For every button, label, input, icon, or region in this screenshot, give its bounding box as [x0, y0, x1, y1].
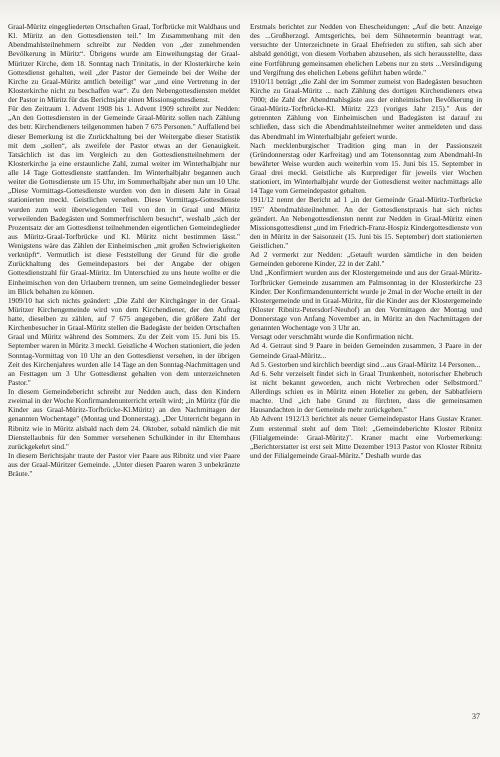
paragraph: Ad 4. Getraut sind 9 Paare in beiden Gemeinden zusammen, 3 Paare in der Gemeinde Graal-Müritz...: [250, 341, 482, 360]
paragraph: Graal-Müritz eingegliederten Ortschaften Graal, Torfbrücke mit Waldhaus und Kl. Müritz an den Gottesdiensten teil." Im Zusammenhang mit den Abendmahlsteilnehmern schreibt zur Nedden von „der zunehmenden Bevölkerung in Müritz“. Übrigens wurde am Einweihungstag der Graal-Müritzer Kirche, dem 18. Sonntag nach Trinitatis, in der Klosterkirche kein Gottesdienst gehalten, weil „der Pastor der Gemeinde bei der Weihe der Kirche zu Graal-Müritz amtlich beteiligt" war „und eine Vertretung in der Klosterkirche nicht zu beschaffen war“. Zu den Nebengottesdiensten meldet der Pastor in Müritz für das Berichtsjahr einen Missionsgottesdienst.: [8, 22, 240, 104]
right-column: [250, 22, 482, 460]
paragraph: 1909/10 hat sich nichts geändert: „Die Zahl der Kirchgänger in der Graal-Müritzer Kirchengemeinde wird von dem Kirchendiener, der den Auftrag hatte, dieselben zu zählen, auf 7 675 angegeben, die größere Zahl der Kirchenbesucher in Graal-Müritz stellen die Badegäste der beiden Ortschaften Graal und Müritz während des Sommers. Zu der Zeit vom 15. Juni bis 15. September waren in Müritz 3 meckl. Geistliche 4 Wochen stationiert, die jeden Sonntag-Vormittag von 10 Uhr an den Gottesdienst versehen, in der übrigen Zeit des Kirchenjahres wurden alle 14 Tage an den Sonntag-Nachmittagen und an Festtagen um 3 Uhr Gottesdienst gehalten von dem unterzeichneten Pastor.": [8, 295, 240, 387]
paragraph: 1910/11 beträgt „die Zahl der im Sommer zumeist von Badegästen besuchten Kirche zu Graal-Müritz ... nach Zählung des dortigen Kirchendieners etwa 7000; die Zahl der Abendmahlsgäste aus der einheimischen Bevölkerung in Graal-Müritz-Torfbrücke-Kl. Müritz 223 (voriges Jahr 215)." Aus der getrennten Zählung von Einheimischen und Badegästen ist darauf zu schließen, dass sich die Abendmahlsteilnehmer weiter anmeldeten und dass das Abendmahl im Winterhalbjahr gefeiert wurde.: [250, 76, 482, 141]
paragraph: Erstmals berichtet zur Nedden von Ehescheidungen: „Auf die betr. Anzeige des ...Großherzogl. Amtsgerichts, bei dem Sühnetermin beantragt war, versuchte der Unterzeichnete in Graal Ehefrieden zu stiften, sah sich aber alsbald genötigt, von diesem Vorhaben abzusehen, als sich herausstellte, dass eine Fortführung gemeinsamen ehelichen Lebens nur zu stets ...Versündigung und Vergiftung des ehelichen Lebens geführt haben würde.": [250, 22, 482, 77]
paragraph: Ab Advent 1912/13 berichtet als neuer Gemeindepastor Hans Gustav Kraner. Zum erstenmal steht auf dem Titel: „Gemeindeberichte Kloster Ribnitz (Filialgemeinde: Graal-Müritz)". Kraner macht eine Vorbemerkung: „Berichterstatter ist erst seit Mitte Dezember 1913 Pastor von Kloster Ribnitz und der Filialgemeinde Graal-Müritz." Deshalb wurde das: [250, 414, 482, 460]
paragraph: Versagt oder verschmäht wurde die Konfirmation nicht.: [250, 332, 414, 342]
paragraph: Ad 6. Sehr verzeiselt findet sich in Graal Trunkenheit, notorischer Ehebruch ist nicht bekannt geworden, auch nicht Verbrechen oder Selbstmord." Allerdings schien es in Müritz einen Hotelier zu geben, der Sabbatfeiern machte. Und „ich habe Grund zu fürchten, dass die gemeinsamen Hausandachten in der Gemeinde mehr zurückgehen.": [250, 368, 482, 415]
paragraph: Nach mecklenburgischer Tradition ging man in der Passionszeit (Gründonnerstag oder Karfreitag) und am Totensonntag zum Abendmahl-In bewährter Weise wurden auch weiterhin vom 15. Juni bis 15. September in Graal drei meckl. Geistliche als Kurprediger für jeweils vier Wochen stationiert, im Winterhalbjahr wurde der Gottesdienst weiter nachmittags alle 14 Tage vom Gemeindepastor gehalten.: [250, 140, 482, 196]
paragraph: In diesem Berichtsjahr traute der Pastor vier Paare aus Ribnitz und vier Paare aus der Graal-Müritzer Gemeinde. „Unter diesen Paaren waren 3 unbekränzte Bräute.": [8, 450, 240, 479]
scan-top-strip: [0, 0, 500, 22]
paragraph: In diesem Gemeindebericht schreibt zur Nedden auch, dass den Kindern zweimal in der Woche Konfirmandenunterricht erteilt wird; „in Müritz (für die Kinder aus Graal-Müritz-Torfbrücke-Kl.Müritz) an den Nachmittagen der genannten Wochentage" (Montag und Donnerstag). „Der Unterricht begann in Ribnitz wie in Müritz alsbald nach dem 24. Oktober, sobald nämlich die mit Dienstellaubnis für den Sommer versehenen Schulkinder in ihr Elternhaus zurückgekehrt sind.": [8, 387, 240, 451]
paragraph: Ad 5. Gestorben und kirchlich beerdigt sind ...aus Graal-Müritz 14 Personen...: [250, 359, 481, 369]
page-number: 37: [472, 712, 480, 721]
paragraph: Für den Zeitraum 1. Advent 1908 bis 1. Advent 1909 schreibt zur Nedden: „An den Gottesdiensten in der Gemeinde Graal-Müritz sollen nach Zählung des betr. Kirchendieners teilgenommen haben 7 675 Personen." Auffallend bei dieser Bemerkung ist die Zurückhaltung bei der Weitergabe dieser Statistik mit dem „sollen“, als zweifele der Pastor etwas an der Genauigkeit. Tatsächlich ist das im Vergleich zu den Gottesdienstteilnehmern der Klosterkirche ja eine erstaunliche Zahl, zumal weiter im Winterhalbjahr nur alle 14 Tage Gottesdienste stattfanden. Im Winterhalbjahr begannen auch weiter die Gottesdienste um 15 Uhr, im Sommerhalbjahr aber nun um 10 Uhr. „Diese Vormittags-Gottesdienste wurden von den in diesem Jahr in Graal stationierten meckl. Geistlichen versehen. Diese Vormittags-Gottesdienste wurden zum weit überwiegenden Teil von den in Graal und Müritz verweilenden Badegästen und Sommerfrischlern besucht“, weshalb „sich der Prozentsatz der am Gottesdienst teilnehmenden eigentlichen Gemeindeglieder aus Müritz-Graal-Torfbrücke und Kl. Müritz nicht bestimmen lässt." Wenigstens wäre das Zählen der Einheimischen „mit großen Schwierigkeiten verknüpft“. Vermutlich ist diese Feststellung der Grund für die große Zurückhaltung des Gemeindepastors bei der Angabe der obigen Gottesdienstzahl für Graal-Müritz. Im Unterschied zu uns heute wollte er die Einheimischen von den Urlaubern trennen, um seine Gemeindeglieder besser im Blick behalten zu können.: [8, 104, 240, 296]
left-column: [8, 22, 240, 478]
paragraph: Ad 2 vermerkt zur Nedden: „Getauft wurden sämtliche in den beiden Gemeinden geborene Kinder, 22 in der Zahl.": [250, 250, 482, 269]
paragraph: 1911/12 nennt der Bericht ad 1 „in der Gemeinde Graal-Müritz-Torfbrücke 195" Abendmahlsteilnehmer. An der Gottesdienstpraxis hat sich nichts geändert. An Nebengottesdiensten nennt zur Nedden in Graal-Müritz einen Missionsgottesdienst „und im Friedrich-Franz-Hospiz Kindergottesdienste von den in Müritz in der Saisonzeit (15. Juni bis 15. September) dort stationierten Geistlichen.": [250, 195, 482, 250]
paragraph: Und „Konfirmiert wurden aus der Klostergemeinde und aus der Graal-Müritz-Torfbrücker Gemeinde zusammen am Palmsonntag in der Klosterkirche 23 Kinder. Der Konfirmandenunterricht wurde je 2mal in der Woche erteilt in der Klostergemeinde und in Graal-Müritz, für die Kinder aus der Klostergemeinde (Kloster Ribnitz-Petersdorf-Neuhof) an den Vormittagen der Montag und Donnerstage von Anfang November an, in Müritz an den Nachmittagen der genannten Wochentage von 3 Uhr an.: [250, 268, 482, 333]
